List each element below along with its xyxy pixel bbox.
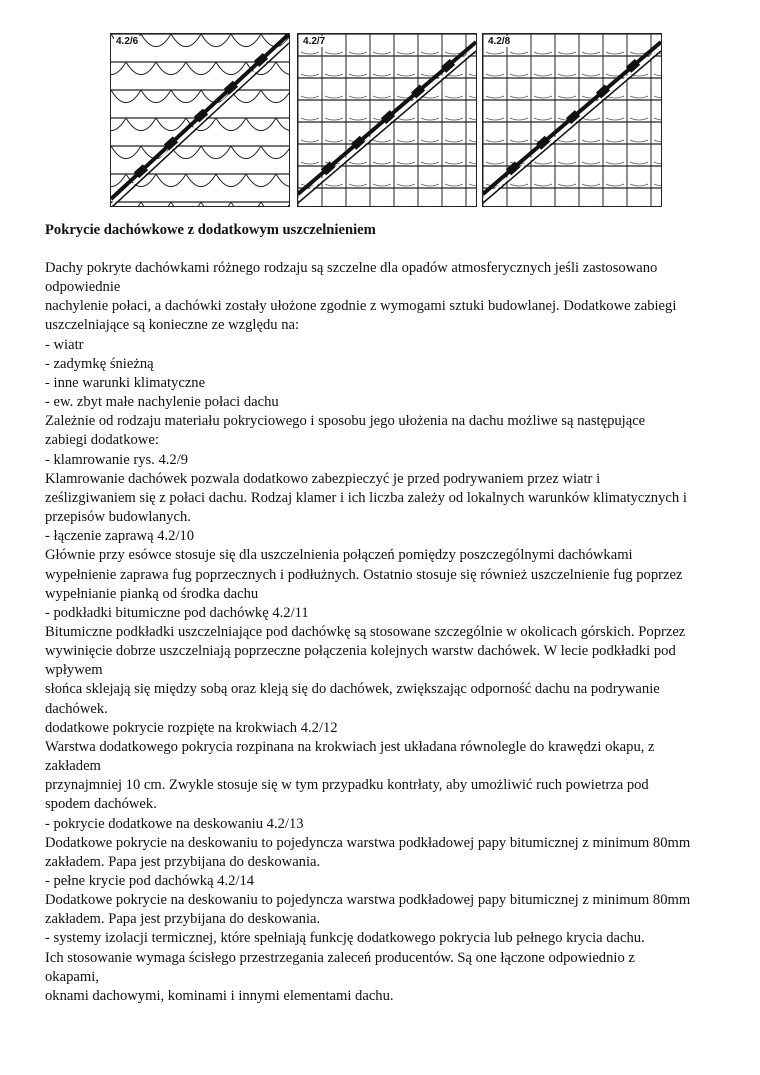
- roof-tiles-illustration: [111, 34, 289, 206]
- section-title: Pokrycie dachówkowe z dodatkowym uszczelnieniem: [45, 222, 376, 238]
- text-line: Zależnie od rodzaju materiału pokryciowego i sposobu jego ułożenia na dachu możliwe są następujące: [45, 413, 646, 430]
- text-line: uszczelniające są konieczne ze względu na:: [45, 317, 300, 334]
- text-line: dachówek.: [45, 700, 108, 717]
- text-line: okapami,: [45, 968, 99, 985]
- text-line: - klamrowanie rys. 4.2/9: [45, 451, 189, 468]
- text-line: - łączenie zaprawą 4.2/10: [45, 528, 195, 545]
- figure-label: 4.2/6: [116, 36, 139, 47]
- text-line: - inne warunki klimatyczne: [45, 374, 206, 391]
- text-line: oknami dachowymi, kominami i innymi elementami dachu.: [45, 987, 394, 1004]
- roof-tiles-illustration: [298, 34, 476, 206]
- text-line: odpowiednie: [45, 279, 121, 296]
- figure-label: 4.2/7: [303, 36, 326, 47]
- text-line: słońca sklejają się między sobą oraz kleją się do dachówek, zwiększając odporność dachu na podrywanie: [45, 681, 660, 698]
- text-line: zakładem. Papa jest przybijana do deskowania.: [45, 911, 321, 928]
- text-line: Dachy pokryte dachówkami różnego rodzaju są szczelne dla opadów atmosferycznych jeśli zastosowano: [45, 260, 658, 276]
- text-line: - wiatr: [45, 336, 84, 353]
- text-line: - pokrycie dodatkowe na deskowaniu 4.2/13: [45, 815, 304, 832]
- text-line: spodem dachówek.: [45, 796, 157, 813]
- text-line: Ich stosowanie wymaga ścisłego przestrzegania zaleceń producentów. Są one łączone odpowiednio z: [45, 949, 635, 966]
- text-line: - zadymkę śnieżną: [45, 355, 154, 372]
- text-line: - systemy izolacji termicznej, które spełniają funkcję dodatkowego pokrycia lub pełnego krycia dachu.: [45, 930, 645, 947]
- text-line: wypełnianie pianką od środka dachu: [45, 585, 259, 602]
- text-line: zakładem. Papa jest przybijana do deskowania.: [45, 853, 321, 870]
- text-line: Bitumiczne podkładki uszczelniające pod dachówkę są stosowane szczególnie w okolicach górskich. Poprzez: [45, 623, 686, 640]
- figure-4-2-7: [297, 33, 477, 207]
- body-text: [45, 259, 690, 1006]
- text-line: zakładem: [45, 758, 101, 775]
- text-line: dodatkowe pokrycie rozpięte na krokwiach 4.2/12: [45, 719, 338, 736]
- text-line: wypełnienie zaprawa fug poprzecznych i podłużnych. Ostatnio stosuje się również uszczelnienie fug poprzez: [45, 566, 683, 583]
- text-line: - pełne krycie pod dachówką 4.2/14: [45, 873, 255, 889]
- figure-4-2-8: [482, 33, 662, 207]
- text-line: Klamrowanie dachówek pozwala dodatkowo zabezpieczyć je przed podrywaniem przez wiatr i: [45, 470, 601, 487]
- text-line: zabiegi dodatkowe:: [45, 432, 159, 449]
- figure-4-2-6: [110, 33, 290, 207]
- roof-tiles-illustration: [483, 34, 661, 206]
- figure-label: 4.2/8: [488, 36, 511, 47]
- text-line: Dodatkowe pokrycie na deskowaniu to pojedyncza warstwa podkładowej papy bitumicznej z minimum 80mm: [45, 834, 691, 851]
- text-line: Głównie przy esówce stosuje się dla uszczelnienia połączeń pomiędzy poszczególnymi dachówkami: [45, 547, 633, 564]
- text-line: wpływem: [45, 662, 103, 679]
- text-line: Dodatkowe pokrycie na deskowaniu to pojedyncza warstwa podkładowej papy bitumicznej z minimum 80mm: [45, 892, 691, 909]
- text-line: przynajmniej 10 cm. Zwykle stosuje się w tym przypadku kontrłaty, aby umożliwić ruch powietrza pod: [45, 777, 649, 794]
- text-line: ześlizgiwaniem się z połaci dachu. Rodzaj klamer i ich liczba zależy od lokalnych warunków klimatycznych i: [45, 489, 687, 506]
- text-line: - ew. zbyt małe nachylenie połaci dachu: [45, 394, 279, 411]
- text-line: przepisów budowlanych.: [45, 509, 191, 526]
- text-line: Warstwa dodatkowego pokrycia rozpinana na krokwiach jest układana równolegle do krawędzi okapu, z: [45, 738, 655, 755]
- text-line: nachylenie połaci, a dachówki zostały ułożone zgodnie z wymogami sztuki budowlanej. Dodatkowe zabiegi: [45, 298, 677, 315]
- text-line: - podkładki bitumiczne pod dachówkę 4.2/11: [45, 604, 309, 621]
- text-line: wywinięcie dobrze uszczelniają poprzeczne połączenia kolejnych warstw dachówek. W lecie podkładki pod: [45, 643, 676, 660]
